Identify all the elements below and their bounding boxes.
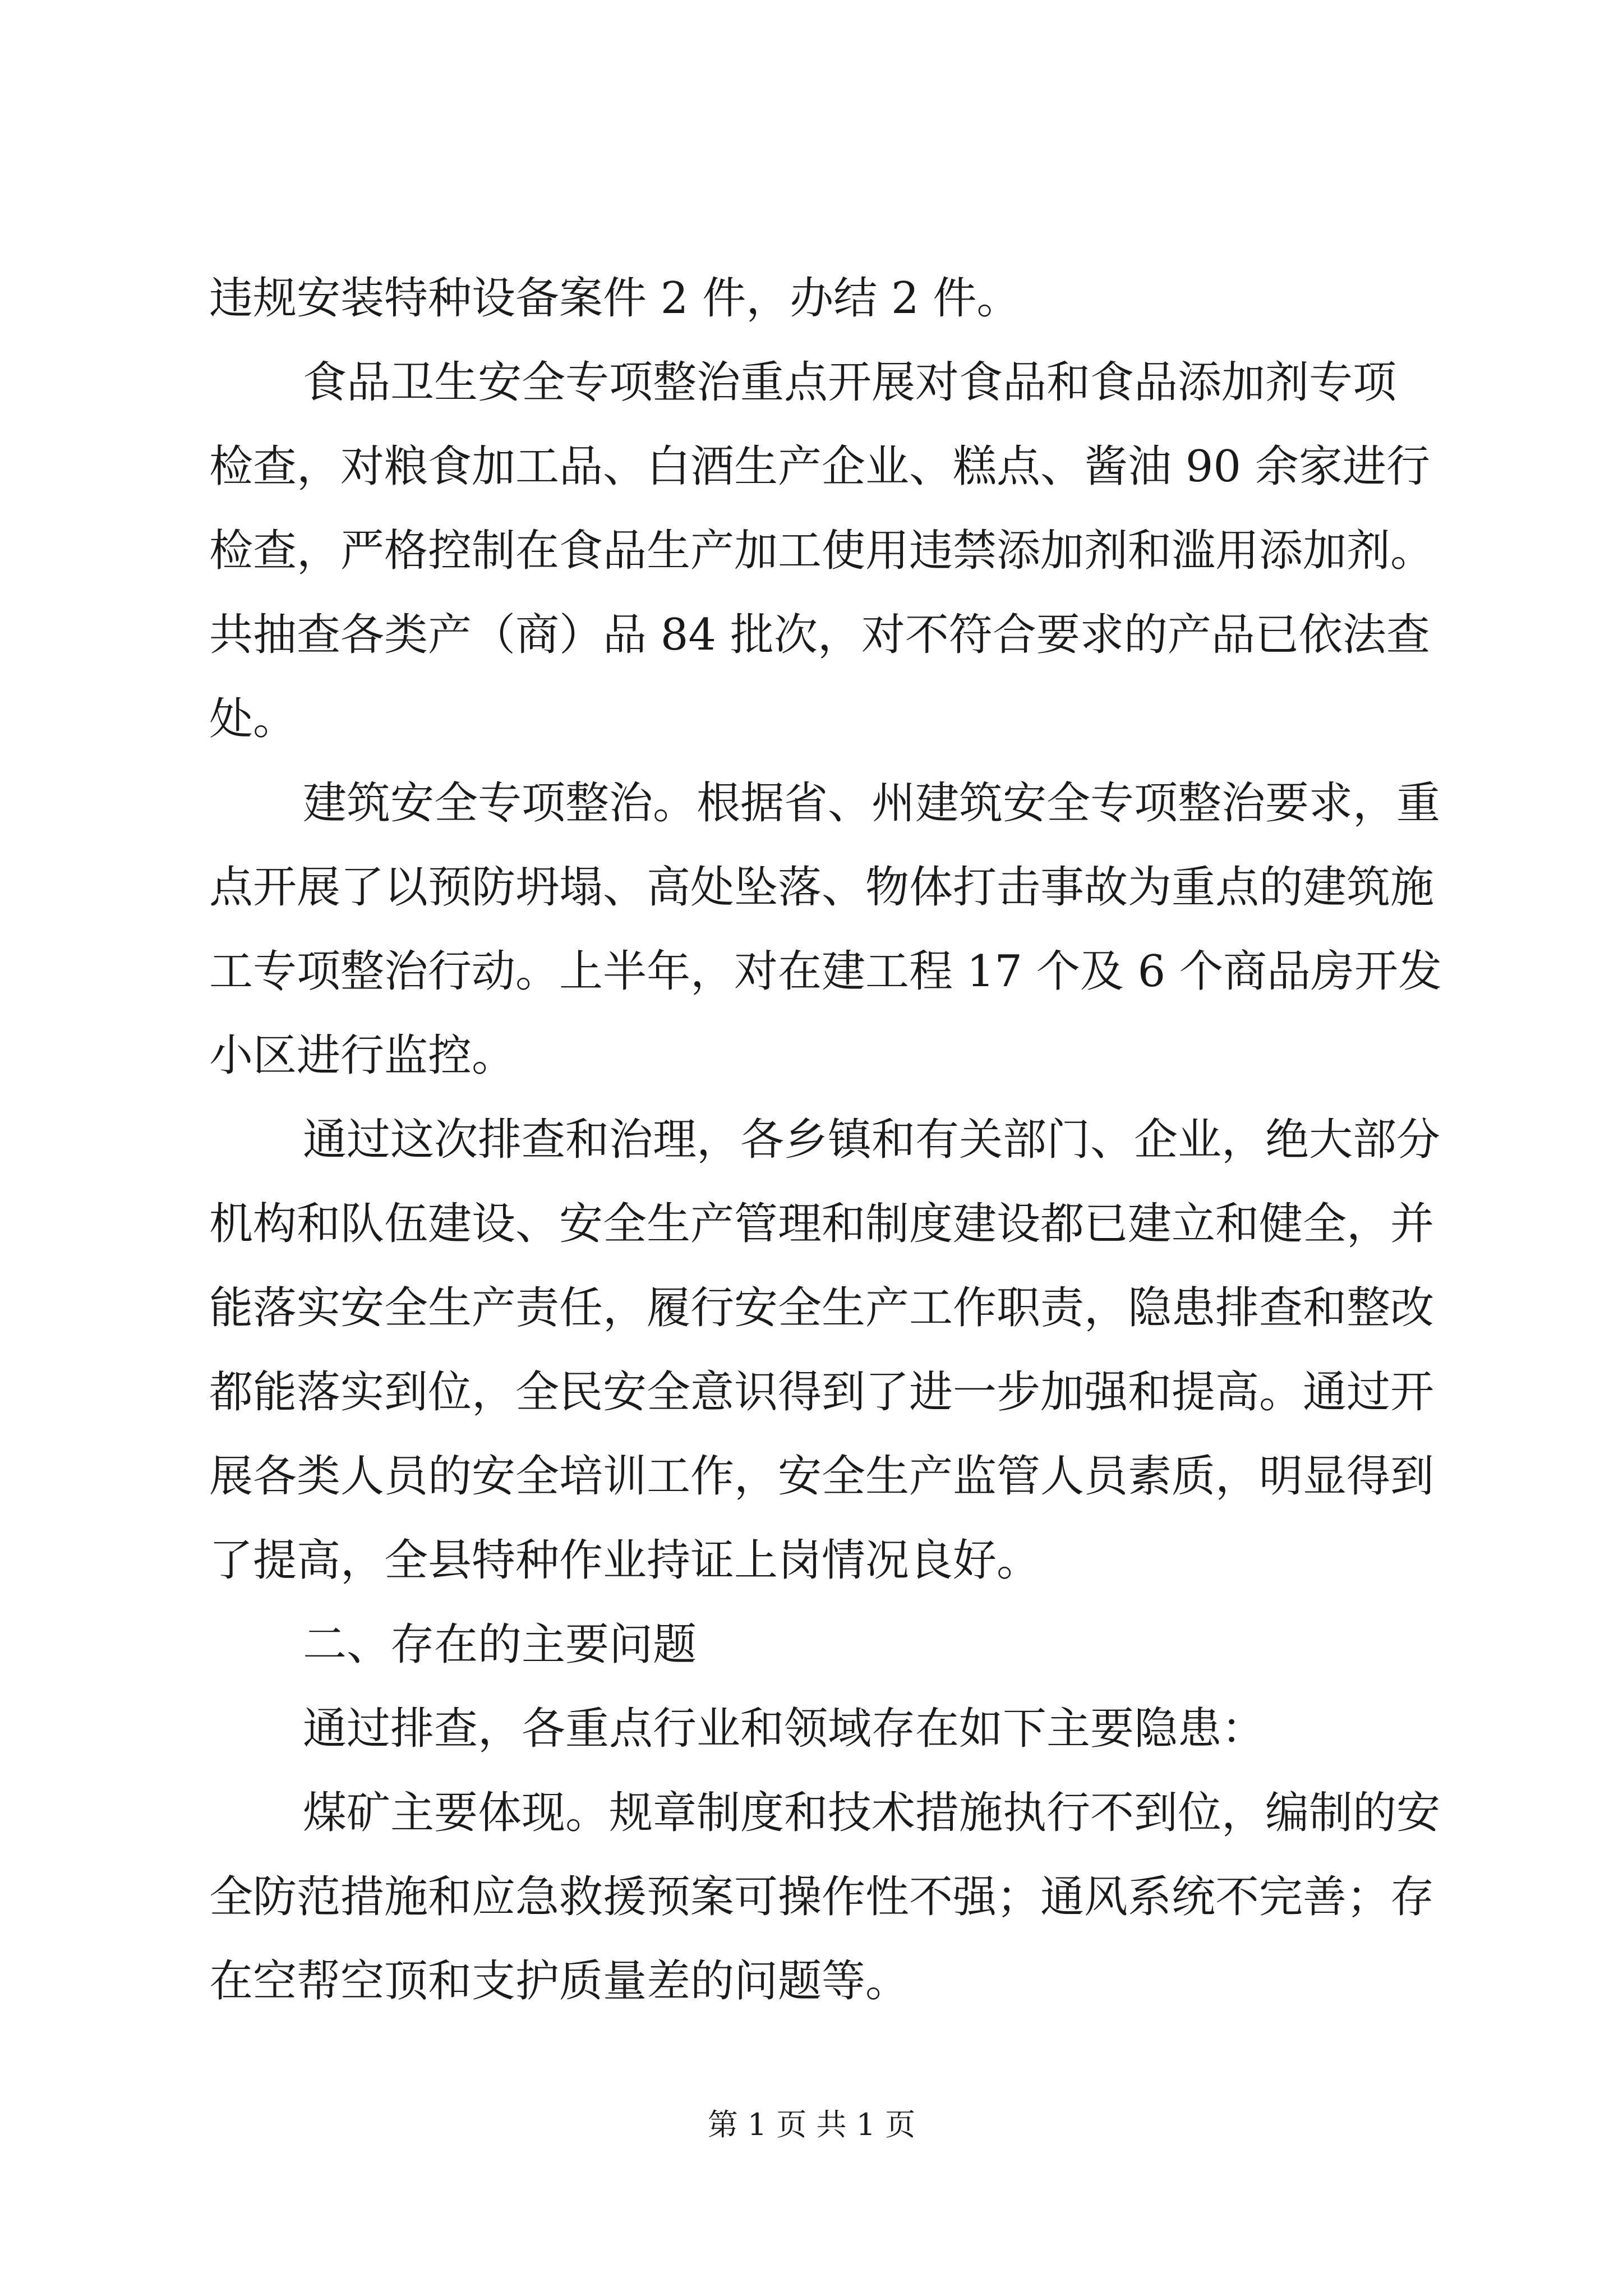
text-line: 点开展了以预防坍塌、高处坠落、物体打击事故为重点的建筑施 — [209, 862, 1435, 913]
text-line: 工专项整治行动。上半年，对在建工程 17 个及 6 个商品房开发 — [209, 946, 1442, 997]
page-number-footer: 第 1 页 共 1 页 — [707, 2107, 916, 2142]
text-line: 共抽查各类产（商）品 84 批次，对不符合要求的产品已依法查 — [209, 610, 1430, 660]
text-line: 机构和队伍建设、安全生产管理和制度建设都已建立和健全，并 — [209, 1199, 1435, 1249]
paragraph-start-line: 通过这次排查和治理，各乡镇和有关部门、企业，绝大部分 — [303, 1115, 1441, 1165]
text-line: 小区进行监控。 — [209, 1030, 516, 1081]
text-line: 检查，严格控制在食品生产加工使用违禁添加剂和滥用添加剂。 — [209, 526, 1435, 576]
paragraph-start-line: 煤矿主要体现。规章制度和技术措施执行不到位，编制的安 — [303, 1788, 1441, 1838]
text-line: 处。 — [209, 694, 297, 744]
text-line: 都能落实到位，全民安全意识得到了进一步加强和提高。通过开 — [209, 1367, 1435, 1418]
section-heading: 二、存在的主要问题 — [303, 1619, 697, 1670]
text-line: 检查，对粮食加工品、白酒生产企业、糕点、酱油 90 余家进行 — [209, 441, 1430, 492]
text-line: 展各类人员的安全培训工作，安全生产监管人员素质，明显得到 — [209, 1451, 1435, 1502]
paragraph-start-line: 食品卫生安全专项整治重点开展对食品和食品添加剂专项 — [303, 357, 1397, 408]
text-line: 全防范措施和应急救援预案可操作性不强；通风系统不完善；存 — [209, 1872, 1435, 1922]
text-line: 了提高，全县特种作业持证上岗情况良好。 — [209, 1535, 1041, 1586]
text-line: 在空帮空顶和支护质量差的问题等。 — [209, 1956, 910, 2007]
paragraph-start-line: 通过排查，各重点行业和领域存在如下主要隐患： — [303, 1704, 1266, 1754]
text-line: 违规安装特种设备案件 2 件，办结 2 件。 — [209, 273, 1021, 324]
text-line: 能落实安全生产责任，履行安全生产工作职责，隐患排查和整改 — [209, 1283, 1435, 1333]
paragraph-start-line: 建筑安全专项整治。根据省、州建筑安全专项整治要求，重 — [303, 778, 1441, 829]
